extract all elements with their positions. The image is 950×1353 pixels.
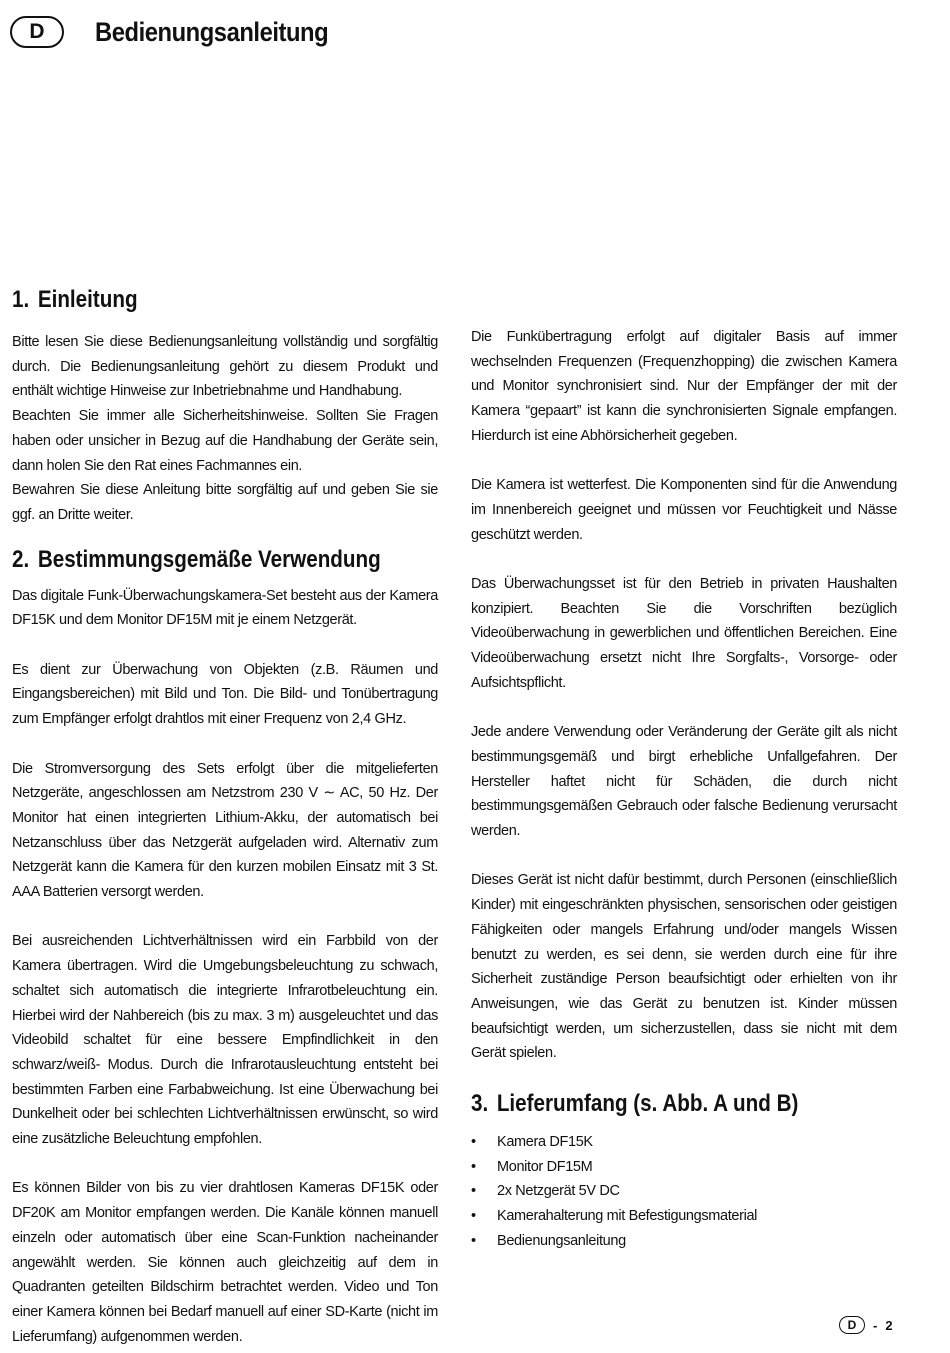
paragraph: Das digitale Funk-Überwachungskamera-Set besteht aus der Kamera DF15K und dem Monitor DF15M mit je einem Netzgerät. <box>12 587 438 629</box>
list-item: • 2x Netzgerät 5V DC <box>471 1179 897 1204</box>
list-item: • Monitor DF15M <box>471 1155 897 1180</box>
paragraph: Bitte lesen Sie diese Bedienungsanleitung vollständig und sorgfältig durch. Die Bedienungsanleitung gehört zu diesem Produkt und enthält wichtige Hinweise zur Inbetriebnahme und Handhabung. <box>12 334 438 400</box>
paragraph: Bei ausreichenden Lichtverhältnissen wird ein Farbbild von der Kamera übertragen. Wird die Umgebungsbeleuchtung zu schwach, schaltet sich automatisch die integrierte Infrarotbeleuchtung ein. Hierbei wird der Nahbereich (bis zu max. 3 m) ausgeleuchtet und das Videobild schaltet für eine bessere Empfindlichkeit in den schwarz/weiß- Modus. Durch die Infrarotausleuchtung entsteht bei bestimmten Farben eine Farbabweichung. Ist eine Überwachung bei Dunkelheit oder bei schlechten Lichtverhältnissen erwünscht, so wird eine zusätzliche Beleuchtung empfohlen. <box>12 933 438 1148</box>
paragraph: Die Stromversorgung des Sets erfolgt über die mitgelieferten Netzgeräte, angeschlossen am Netzstrom 230 V ∼ AC, 50 Hz. Der Monitor hat einen integrierten Lithium-Akku, der automatisch bei Netzanschluss über das Netzgerät aufgeladen wird. Alternativ zum Netzgerät kann die Kamera für den kurzen mobilen Einsatz mit 3 St. AAA Batterien versorgt werden. <box>12 760 438 901</box>
section-heading-verwendung <box>12 545 381 574</box>
footer-language-badge: D <box>839 1316 865 1334</box>
left-column <box>12 286 438 1349</box>
section-title: Einleitung <box>37 286 138 313</box>
list-item: • Kamerahalterung mit Befestigungsmaterial <box>471 1204 897 1229</box>
paragraph: Jede andere Verwendung oder Veränderung der Geräte gilt als nicht bestimmungsgemäß und birgt erhebliche Unfallgefahren. Der Hersteller haftet nicht für Schäden, die durch nicht bestimmungsgemäßen Gebrauch oder falsche Bedienung verursacht werden. <box>471 724 897 840</box>
section-number: 3. <box>471 1090 489 1118</box>
bullet-icon: • <box>471 1208 476 1225</box>
bullet-icon: • <box>471 1134 476 1151</box>
section-heading-einleitung <box>12 286 378 314</box>
bullet-icon: • <box>471 1183 476 1200</box>
paragraph: Es können Bilder von bis zu vier drahtlosen Kameras DF15K oder DF20K am Monitor empfangen werden. Die Kanäle können manuell einzeln oder automatisch über eine Scan-Funktion nacheinander angewählt werden. Sie können auch gleichzeitig auf dem in Quadranten geteilten Bildschirm betrachtet werden. Video und Ton einer Kamera können bei Bedarf manuell auf einer SD-Karte (nicht im Lieferumfang) aufgenommen werden. <box>12 1180 438 1345</box>
paragraph: Die Kamera ist wetterfest. Die Komponenten sind für die Anwendung im Innenbereich geeignet und müssen vor Feuchtigkeit und Nässe geschützt werden. <box>471 477 897 543</box>
right-column <box>471 325 897 1254</box>
paragraph: Es dient zur Überwachung von Objekten (z.B. Räumen und Eingangsbereichen) mit Bild und Ton. Die Bild- und Tonübertragung zum Empfänger erfolgt drahtlos mit einer Frequenz von 2,4 GHz. <box>12 661 438 728</box>
paragraph: Bewahren Sie diese Anleitung bitte sorgfältig auf und geben Sie sie ggf. an Dritte weiter. <box>12 482 438 523</box>
page-footer <box>839 1316 893 1334</box>
section-number: 1. <box>12 286 30 313</box>
bullet-icon: • <box>471 1158 476 1175</box>
list-item: • Kamera DF15K <box>471 1130 897 1155</box>
page-number: 2 <box>885 1317 893 1333</box>
list-item: • Bedienungsanleitung <box>471 1229 897 1254</box>
paragraph: Das Überwachungsset ist für den Betrieb in privaten Haushalten konzipiert. Beachten Sie die Vorschriften bezüglich Videoüberwachung in gewerblichen und öffentlichen Bereichen. Eine Videoüberwachung ersetzt nicht Ihre Sorgfalts-, Vorsorge- oder Aufsichtspflicht. <box>471 576 897 691</box>
delivery-list <box>471 1130 897 1254</box>
language-badge: D <box>10 16 64 48</box>
section-heading-lieferumfang <box>471 1090 837 1118</box>
paragraph: Beachten Sie immer alle Sicherheitshinweise. Sollten Sie Fragen haben oder unsicher in Bezug auf die Handhabung der Geräte sein, dann holen Sie den Rat eines Fachmannes ein. <box>12 408 438 474</box>
page-header <box>10 16 360 48</box>
paragraph: Die Funkübertragung erfolgt auf digitaler Basis auf immer wechselnden Frequenzen (Frequenzhopping) die zwischen Kamera und Monitor synchronisiert sind. Nur der Empfänger der mit der Kamera “gepaart” ist kann die synchronisierten Signale empfangen. Hierdurch ist eine Abhörsicherheit gegeben. <box>471 329 897 444</box>
bullet-icon: • <box>471 1232 476 1249</box>
footer-separator: - <box>873 1317 878 1333</box>
paragraph: Dieses Gerät ist nicht dafür bestimmt, durch Personen (einschließlich Kinder) mit eingeschränkten physischen, sensorischen oder geistigen Fähigkeiten oder mangels Erfahrung und/oder mangels Wissen benutzt zu werden, es sei denn, sie werden durch eine für ihre Sicherheit zuständige Person beaufsichtigt oder erhielten von ihr Anweisungen, wie das Gerät zu benutzen ist. Kinder müssen beaufsichtigt werden, um sicherzustellen, dass sie nicht mit dem Gerät spielen. <box>471 872 897 1062</box>
document-title: Bedienungsanleitung <box>95 16 329 47</box>
section-title: Lieferumfang (s. Abb. A und B) <box>496 1090 799 1118</box>
section-title: Bestimmungsgemäße Verwendung <box>37 545 381 573</box>
section-number: 2. <box>12 545 30 573</box>
